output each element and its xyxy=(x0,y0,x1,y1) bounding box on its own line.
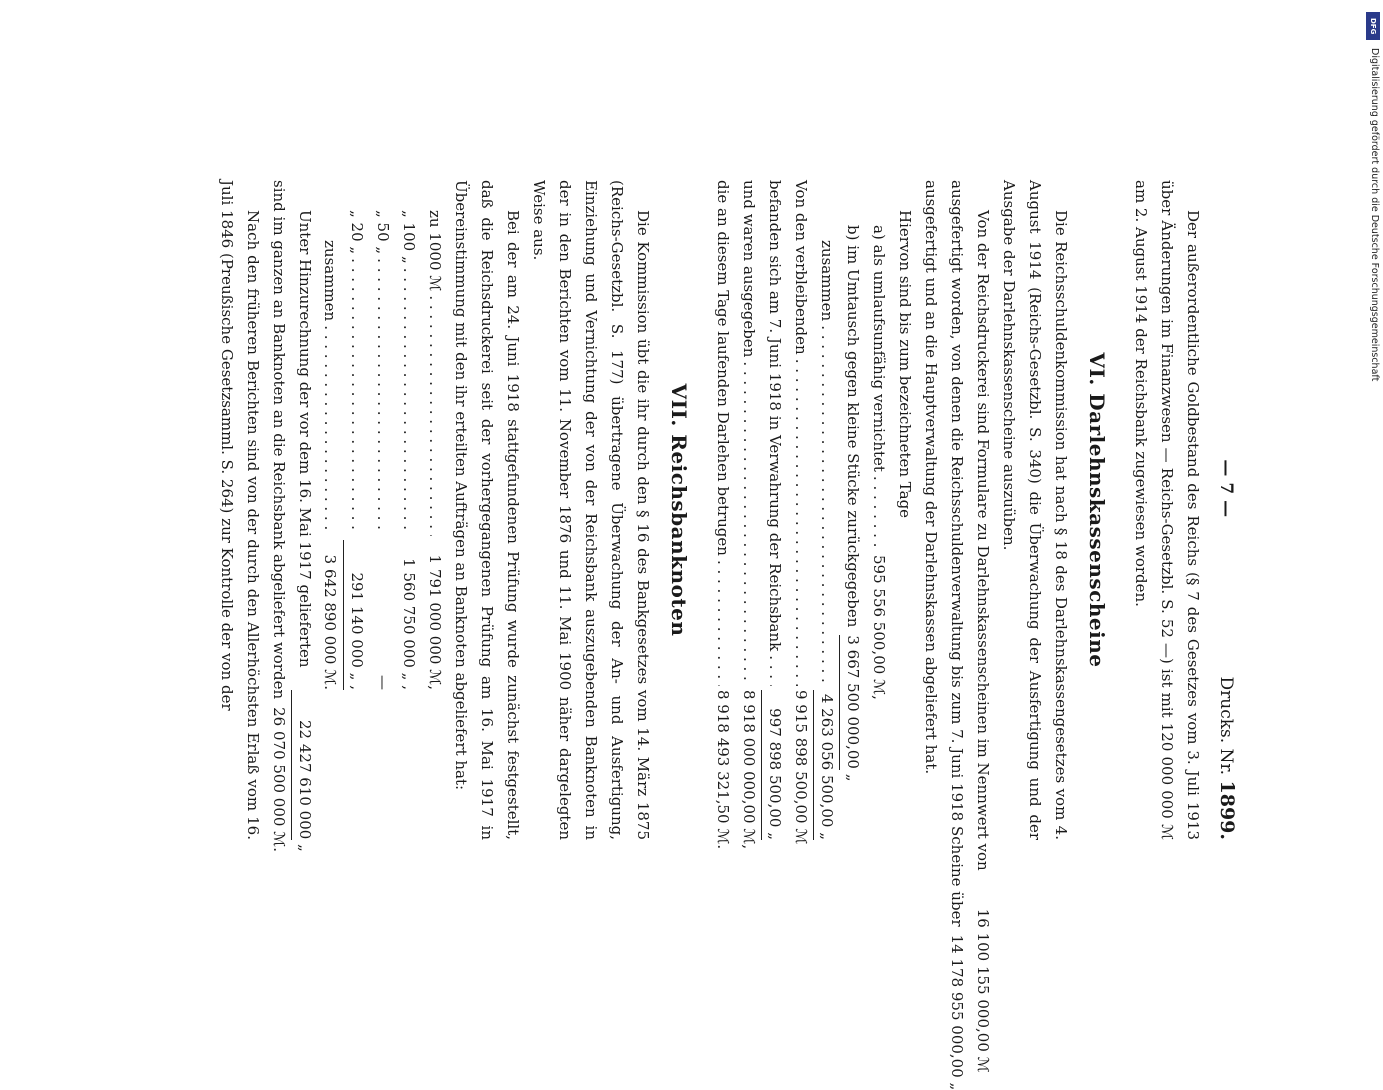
row-im-ganzen: sind im ganzen an Banknoten an die Reichsbank abgeliefert worden 26 070 500 000 ℳ. xyxy=(270,180,288,852)
banknote-rows xyxy=(344,180,448,840)
section-heading-vi: VI. Darlehnskassenscheine xyxy=(1085,352,1109,668)
abgeliefert-text: ausgefertigt und an die Hauptverwaltung der Darlehnskassen abgeliefert hat. xyxy=(922,180,940,775)
row-verbleibend: Von den verbleibenden . . . 9 915 898 500,00 ℳ xyxy=(788,180,814,840)
dfg-credit xyxy=(1364,10,1383,390)
row-verwahrung: befanden sich am 7. Juni 1918 in Verwahrung der Reichsbank . . . 997 898 500,00 „ xyxy=(762,180,788,840)
banknote-row: zu 1000 ℳ . . . 1 791 000 000 ℳ, xyxy=(422,180,448,840)
scheine-row: ausgefertigt worden, von denen die Reichsschuldenverwaltung bis zum 7. Juni 1918 Scheine über 14 178 955 000,00 „ xyxy=(948,180,966,1090)
section-heading-vii: VII. Reichsbanknoten xyxy=(667,383,691,637)
nennwert-row: Von der Reichsdruckerei sind Formulare zu Darlehnskassenscheinen im Nennwert von 16 100 155 000,00 ℳ xyxy=(974,210,992,1073)
row-vernichtet: a) als umlaufsunfähig vernichtet . . . 595 556 500,00 ℳ, xyxy=(866,180,892,840)
row-ausgegeben: und waren ausgegeben . . . 8 918 000 000,00 ℳ, xyxy=(736,180,762,840)
banknote-row: „ 50 „ . . . — xyxy=(370,180,396,840)
section-vii-paragraph-3: Nach den früheren Berichten sind von der durch den Allerhöchsten Erlaß vom 16. Juli 1846 (Preußische Gesetzsamml. S. 264) zur Kontrolle der von der xyxy=(218,180,262,840)
section-vi-paragraph-1: Die Reichsschuldenkommission hat nach § 18 des Darlehnskassengesetzes vom 4. August 1914 (Reichs-Gesetzbl. S. 340) die Überwachung der Ausfertigung und der Ausgabe der Darlehnskassenscheine auszuüben. xyxy=(1000,180,1070,840)
rotated-page-content xyxy=(140,180,1240,1090)
print-reference: Drucks. Nr. 1899. xyxy=(1216,676,1238,840)
section-vii-paragraph-1: Die Kommission übt die ihr durch den § 16 des Bankgesetzes vom 14. März 1875 (Reichs-Gesetzbl. S. 177) übertragene Überwachung der An- und Ausfertigung, Einziehung und Vernichtung der von der Reichsbank auszugebenden Banknoten in der in den Berichten vom 11. November 1876 und 11. Mai 1900 näher dargelegten Weise aus. xyxy=(530,180,652,840)
row-hinzurechnung: Unter Hinzurechnung der vor dem 16. Mai 1917 gelieferten . . . 22 427 610 000 „ xyxy=(292,180,318,840)
section-vii-paragraph-2: Bei der am 24. Juni 1918 stattgefundenen Prüfung wurde zunächst festgestellt, daß die Reichsdruckerei seit der vorhergegangenen Prüfung am 16. Mai 1917 in Übereinstimmung mit den ihr erteilten Aufträgen an Banknoten abgeliefert hat: xyxy=(452,180,522,840)
hiervon-line: Hiervon sind bis zum bezeichneten Tage xyxy=(896,210,914,519)
dfg-logo: DFG xyxy=(1366,12,1380,40)
row-zurueckgegeben: b) im Umtausch gegen kleine Stücke zurückgegeben 3 667 500 000,00 „ xyxy=(840,180,866,840)
page-number: — 7 — xyxy=(1216,459,1236,518)
intro-paragraph: Der außerordentliche Goldbestand des Reichs (§ 7 des Gesetzes vom 3. Juli 1913 über Änderungen im Finanzwesen — Reichs-Gesetzbl. S. 52 —) ist mit 120 000 000 ℳ am 2. August 1914 der Reichsbank zugewiesen worden. xyxy=(1132,180,1202,840)
row-zusammen-vii: zusammen . . . 3 642 890 000 ℳ. xyxy=(318,180,344,840)
row-darlehen: die an diesem Tage laufenden Darlehen betrugen . . . 8 918 493 321,50 ℳ. xyxy=(710,180,736,840)
banknote-row: „ 20 „ . . . 291 140 000 „ , xyxy=(344,180,370,840)
banknote-row: „ 100 „ . . . 1 560 750 000 „ , xyxy=(396,180,422,840)
page-header xyxy=(1206,180,1240,840)
dfg-credit-text: Digitalisierung gefördert durch die Deutsche Forschungsgemeinschaft xyxy=(1369,48,1380,382)
row-zusammen-vi: zusammen . . . 4 263 056 500,00 „ xyxy=(814,180,840,840)
